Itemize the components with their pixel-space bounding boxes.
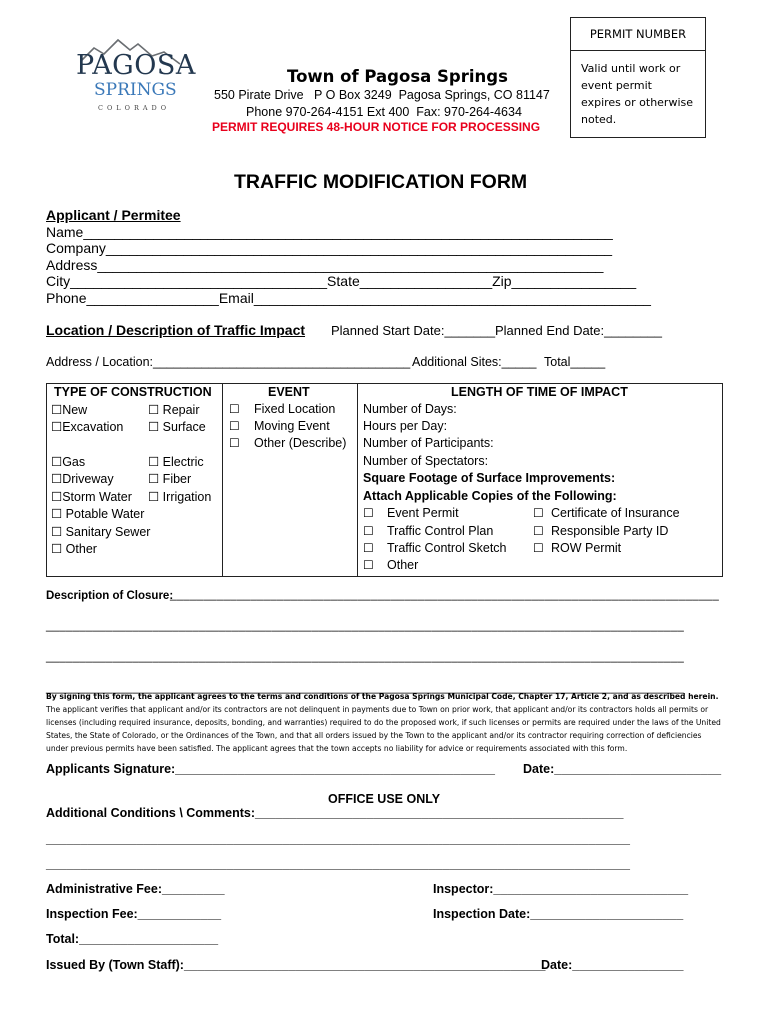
checkbox-icon[interactable]: ☐ — [229, 402, 240, 416]
terms-disclaimer-text: The applicant verifies that applicant and/or its contractors are not delinquent in payments due to Town on prior work, that applicant and/or its contractors holds all permits or licenses (including required insurance, deposits, bonding, and warranties) required to do the proposed work, if such licenses or permits are required under the laws of the United States, the State of Colorado, or the Ordinances of the Town, and that all orders issued by the Town to the applicant and/or its contractor requiring correction of deficiencies under previous permits have been satisfied. The applicant agrees that the town accepts no liability for advice or requirements associated with this form. — [46, 705, 721, 753]
header-address: 550 Pirate Drive P O Box 3249 Pagosa Springs, CO 81147 — [214, 88, 550, 102]
inspection-date-field[interactable]: Inspection Date:______________________ — [433, 907, 684, 921]
form-title: TRAFFIC MODIFICATION FORM — [234, 171, 528, 193]
permit-number-box — [570, 17, 706, 138]
attach-responsible-party-id[interactable]: Responsible Party ID — [551, 524, 669, 538]
comments-line-1[interactable]: ____________________________________________________________________________________ — [46, 832, 630, 846]
issued-by-field[interactable]: Issued By (Town Staff):____________________________________________________ — [46, 958, 546, 972]
applicant-signature-field[interactable]: Applicants Signature:______________________________________________ — [46, 762, 495, 776]
attach-other[interactable]: Other — [387, 558, 419, 572]
checkbox-icon[interactable]: ☐ — [533, 541, 544, 555]
total-field[interactable]: Total:____________________ — [46, 932, 219, 946]
construction-irrigation[interactable]: ☐ Irrigation — [148, 490, 212, 504]
logo-line2: SPRINGS — [94, 80, 177, 100]
checkbox-icon[interactable]: ☐ — [229, 419, 240, 433]
event-header: EVENT — [268, 385, 310, 399]
attach-certificate-of-insurance[interactable]: Certificate of Insurance — [551, 506, 680, 520]
attach-copies-label: Attach Applicable Copies of the Following: — [363, 489, 617, 503]
permit-validity-note: Valid until work or event permit expires or otherwise noted. — [581, 62, 694, 126]
comments-line-2[interactable]: ____________________________________________________________________________________ — [46, 857, 630, 871]
logo-line3: COLORADO — [98, 104, 171, 112]
inspector-field[interactable]: Inspector:____________________________ — [433, 882, 689, 896]
applicant-heading: Applicant / Permitee — [46, 207, 181, 223]
number-of-days[interactable]: Number of Days: — [363, 402, 457, 416]
closure-line-2[interactable]: ________________________________________________________________________________________________ — [46, 620, 684, 632]
header-phone: Phone 970-264-4151 Ext 400 Fax: 970-264-4634 — [246, 105, 522, 119]
construction-other[interactable]: ☐ Other — [51, 542, 97, 556]
additional-conditions-field[interactable]: Additional Conditions \ Comments:_____________________________________________________ — [46, 806, 624, 820]
pagosa-springs-logo — [68, 34, 196, 118]
construction-new[interactable]: ☐New — [51, 403, 88, 417]
address-location-field[interactable]: Address / Location:_____________________________________ — [46, 355, 411, 369]
city-state-zip-field[interactable]: City_________________________________State_________________Zip________________ — [46, 273, 637, 289]
construction-driveway[interactable]: ☐Driveway — [51, 472, 114, 486]
construction-surface[interactable]: ☐ Surface — [148, 420, 206, 434]
length-header: LENGTH OF TIME OF IMPACT — [451, 385, 628, 399]
terms-disclaimer — [46, 690, 726, 755]
construction-header: TYPE OF CONSTRUCTION — [54, 385, 212, 399]
attach-traffic-control-sketch[interactable]: Traffic Control Sketch — [387, 541, 507, 555]
processing-notice: PERMIT REQUIRES 48-HOUR NOTICE FOR PROCESSING — [212, 120, 541, 134]
additional-sites-field[interactable]: Additional Sites:_____ — [412, 355, 537, 369]
office-use-heading: OFFICE USE ONLY — [328, 792, 441, 806]
company-field[interactable]: Company_________________________________________________________________ — [46, 240, 613, 256]
construction-storm-water[interactable]: ☐Storm Water — [51, 490, 132, 504]
permit-number-label: PERMIT NUMBER — [571, 18, 705, 51]
closure-line-4[interactable]: ________________________________________________________________________________________________ — [46, 682, 684, 694]
location-heading: Location / Description of Traffic Impact — [46, 322, 306, 338]
hours-per-day[interactable]: Hours per Day: — [363, 419, 448, 433]
attach-row-permit[interactable]: ROW Permit — [551, 541, 622, 555]
impact-table — [46, 383, 723, 577]
total-sites-field[interactable]: Total_____ — [544, 355, 606, 369]
checkbox-icon[interactable]: ☐ — [363, 541, 374, 555]
inspection-fee-field[interactable]: Inspection Fee:____________ — [46, 907, 222, 921]
construction-electric[interactable]: ☐ Electric — [148, 455, 204, 469]
attach-event-permit[interactable]: Event Permit — [387, 506, 459, 520]
checkbox-icon[interactable]: ☐ — [229, 436, 240, 450]
event-moving-event[interactable]: Moving Event — [254, 419, 330, 433]
address-field[interactable]: Address_________________________________________________________________ — [46, 257, 604, 273]
closure-line-1[interactable]: __________________________________________________________________________________ — [170, 589, 720, 601]
checkbox-icon[interactable]: ☐ — [363, 558, 374, 572]
number-of-spectators[interactable]: Number of Spectators: — [363, 454, 489, 468]
planned-start-field[interactable]: Planned Start Date:_______ — [331, 323, 496, 338]
construction-sanitary-sewer[interactable]: ☐ Sanitary Sewer — [51, 525, 151, 539]
construction-excavation[interactable]: ☐Excavation — [51, 420, 124, 434]
construction-gas[interactable]: ☐Gas — [51, 455, 86, 469]
number-of-participants[interactable]: Number of Participants: — [363, 436, 494, 450]
closure-line-3[interactable]: ________________________________________________________________________________________________ — [46, 651, 684, 663]
logo-line1: PAGOSA — [76, 50, 196, 81]
checkbox-icon[interactable]: ☐ — [363, 524, 374, 538]
name-field[interactable]: Name____________________________________________________________________ — [46, 224, 613, 240]
administrative-fee-field[interactable]: Administrative Fee:_________ — [46, 882, 225, 896]
checkbox-icon[interactable]: ☐ — [533, 524, 544, 538]
construction-fiber[interactable]: ☐ Fiber — [148, 472, 192, 486]
event-fixed-location[interactable]: Fixed Location — [254, 402, 336, 416]
terms-disclaimer-bold: By signing this form, the applicant agrees to the terms and conditions of the Pagosa Springs Municipal Code, Chapter 17, Article 2, and as described herein. — [46, 692, 719, 701]
town-name: Town of Pagosa Springs — [287, 67, 508, 86]
planned-end-field[interactable]: Planned End Date:________ — [495, 323, 662, 338]
square-footage-label: Square Footage of Surface Improvements: — [363, 471, 616, 485]
attach-traffic-control-plan[interactable]: Traffic Control Plan — [387, 524, 494, 538]
event-other-describe[interactable]: Other (Describe) — [254, 436, 347, 450]
phone-email-field[interactable]: Phone_________________Email___________________________________________________ — [46, 290, 651, 306]
issued-date-field[interactable]: Date:________________ — [541, 958, 684, 972]
signature-date-field[interactable]: Date:________________________ — [523, 762, 722, 776]
checkbox-icon[interactable]: ☐ — [363, 506, 374, 520]
closure-label: Description of Closure: — [46, 590, 174, 602]
construction-repair[interactable]: ☐ Repair — [148, 403, 200, 417]
checkbox-icon[interactable]: ☐ — [533, 506, 544, 520]
construction-potable-water[interactable]: ☐ Potable Water — [51, 507, 145, 521]
